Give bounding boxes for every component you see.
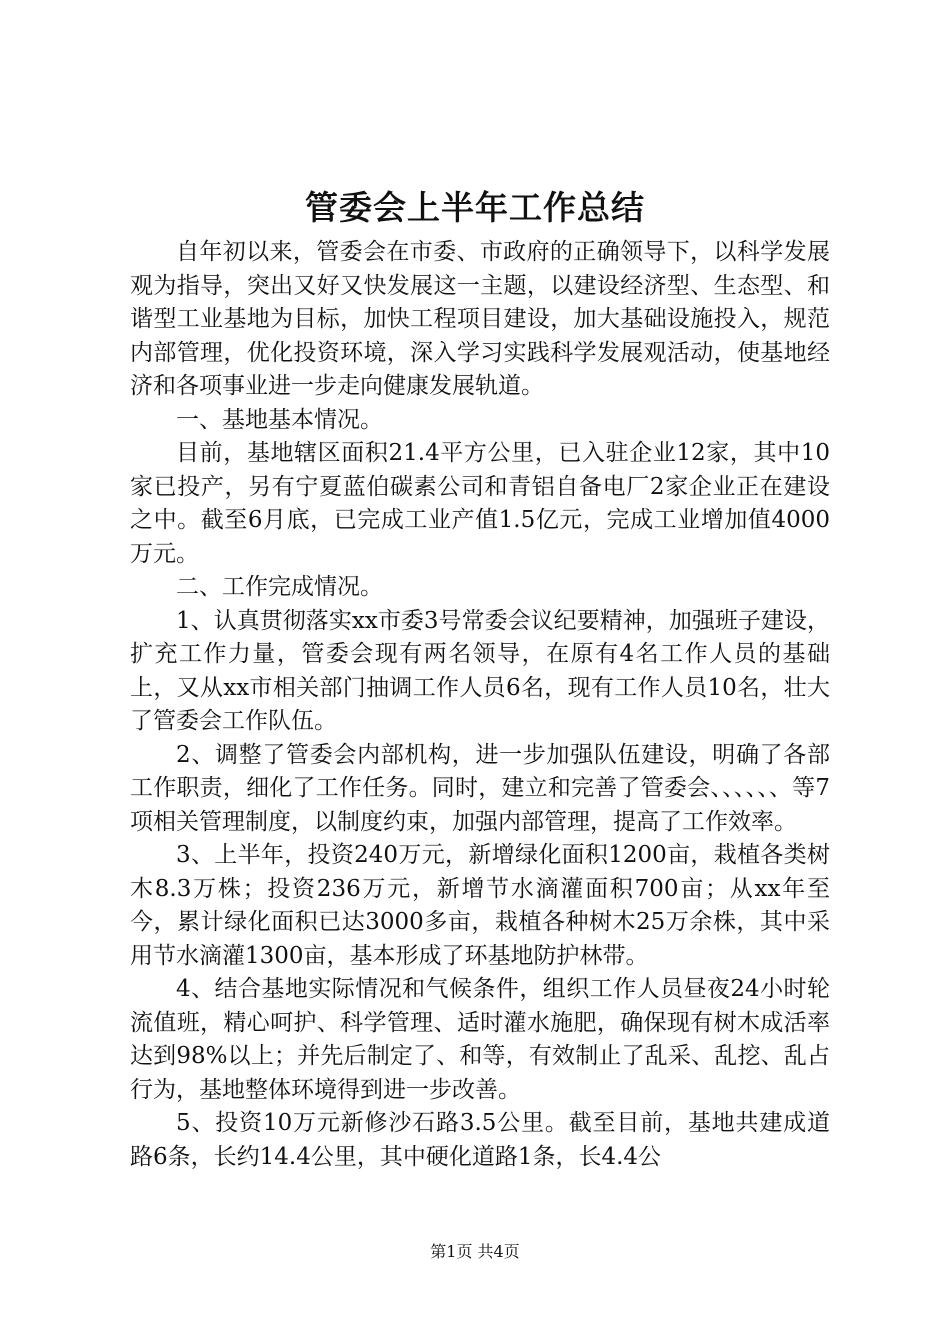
page-number-footer: 第1页 共4页: [430, 1242, 520, 1261]
section-heading-work-completed: 二、工作完成情况。: [176, 574, 383, 600]
paragraph-basic-info: 目前，基地辖区面积21.4平方公里，已入驻企业12家，其中10家已投产，另有宁夏蓝伯碳素公司和青铝自备电厂2家企业正在建设之中。截至6月底，已完成工业产值1.5亿元，完成工业增加值4000万元。: [130, 440, 830, 567]
document-title: 管委会上半年工作总结: [305, 188, 645, 227]
document-body: [130, 236, 830, 1174]
paragraph-item-1: 1、认真贯彻落实xx市委3号常委会议纪要精神，加强班子建设，扩充工作力量，管委会现有两名领导，在原有4名工作人员的基础上，又从xx市相关部门抽调工作人员6名，现有工作人员10名，壮大了管委会工作队伍。: [130, 607, 830, 734]
paragraph-item-5: 5、投资10万元新修沙石路3.5公里。截至目前，基地共建成道路6条，长约14.4公里，其中硬化道路1条，长4.4公: [130, 1110, 830, 1170]
paragraph-item-2: 2、调整了管委会内部机构，进一步加强队伍建设，明确了各部工作职责，细化了工作任务。同时，建立和完善了管委会、、、、、、等7项相关管理制度，以制度约束，加强内部管理，提高了工作效率。: [130, 741, 830, 835]
paragraph-item-4: 4、结合基地实际情况和气候条件，组织工作人员昼夜24小时轮流值班，精心呵护、科学管理、适时灌水施肥，确保现有树木成活率达到98%以上；并先后制定了、和等，有效制止了乱采、乱挖、乱占行为，基地整体环境得到进一步改善。: [130, 976, 830, 1103]
section-heading-basic-info: 一、基地基本情况。: [176, 406, 383, 433]
paragraph-item-3: 3、上半年，投资240万元，新增绿化面积1200亩，栽植各类树木8.3万株；投资236万元，新增节水滴灌面积700亩；从xx年至今，累计绿化面积已达3000多亩，栽植各种树木25万余株，其中采用节水滴灌1300亩，基本形成了环基地防护林带。: [130, 842, 830, 969]
paragraph-intro: 自年初以来，管委会在市委、市政府的正确领导下，以科学发展观为指导，突出又好又快发展这一主题，以建设经济型、生态型、和谐型工业基地为目标，加快工程项目建设，加大基础设施投入，规范内部管理，优化投资环境，深入学习实践科学发展观活动，使基地经济和各项事业进一步走向健康发展轨道。: [130, 239, 830, 399]
